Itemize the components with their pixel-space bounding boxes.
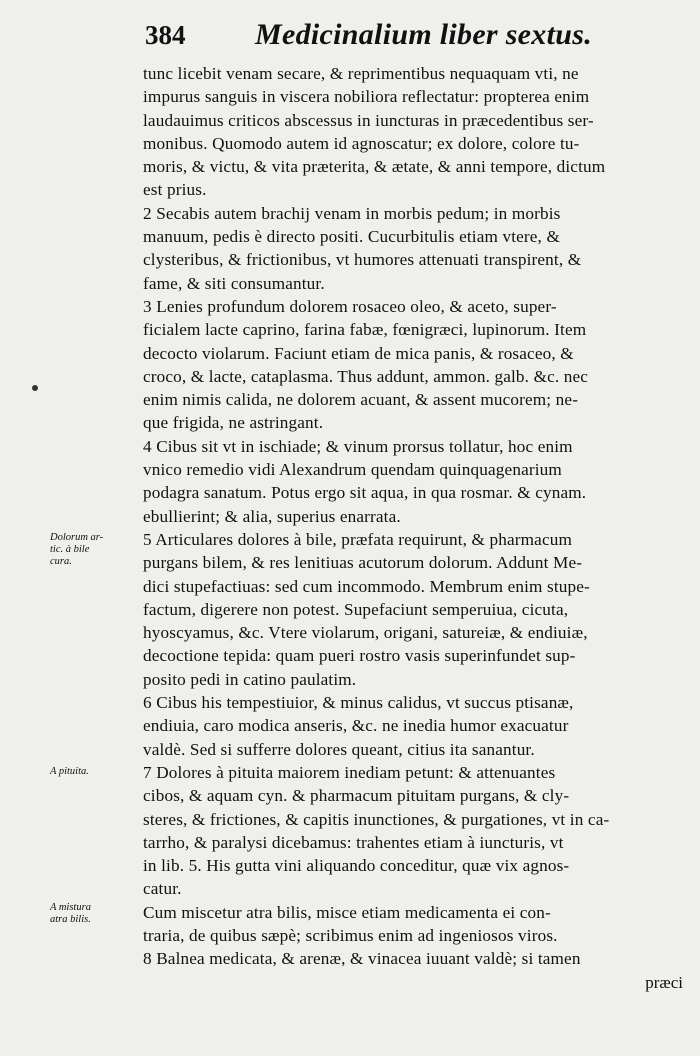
text-line: vnico remedio vidi Alexandrum quendam quinquagenarium — [143, 460, 562, 480]
text-line: posito pedi in catino paulatim. — [143, 669, 357, 689]
text-line: croco, & lacte, cataplasma. Thus addunt, ammon. galb. &c. nec — [143, 366, 589, 386]
text-line: fame, & siti consumantur. — [143, 273, 325, 293]
text-line: tarrho, & paralysi dicebamus: trahentes etiam à iuncturis, vt — [143, 832, 564, 852]
text-line: steres, & frictiones, & capitis inunctiones, & purgationes, vt in ca- — [143, 809, 610, 829]
running-title: Medicinalium liber sextus. — [255, 18, 592, 51]
catchword: præci — [645, 972, 683, 992]
page-number: 384 — [145, 20, 186, 50]
margin-note-pituita — [50, 766, 140, 778]
text-line: enim nimis calida, ne dolorem acuant, & assent mucorem; ne- — [143, 390, 579, 410]
text-line: monibus. Quomodo autem id agnoscatur; ex dolore, colore tu- — [143, 133, 580, 153]
text-line: ebullierint; & alia, superius enarrata. — [143, 506, 401, 526]
text-line: laudauimus criticos abscessus in iuncturas in præcedentibus ser- — [143, 110, 594, 130]
text-line: decoctione tepida: quam pueri rostro vasis superinfundet sup- — [143, 646, 576, 666]
text-line: podagra sanatum. Potus ergo sit aqua, in qua rosmar. & cynam. — [143, 483, 587, 503]
body-text — [143, 62, 683, 995]
text-line: ficialem lacte caprino, farina fabæ, fœnigræci, lupinorum. Item — [143, 320, 587, 340]
text-line: 8 Balnea medicata, & arenæ, & vinacea iuuant valdè; si tamen — [143, 949, 581, 969]
text-line: cibos, & aquam cyn. & pharmacum pituitam purgans, & cly- — [143, 786, 570, 806]
text-line: moris, & victu, & vita præterita, & ætate, & anni tempore, dictum — [143, 157, 606, 177]
text-line: 4 Cibus sit vt in ischiade; & vinum prorsus tollatur, hoc enim — [143, 436, 573, 456]
page-header — [145, 18, 690, 60]
text-line: purgans bilem, & res lenitiuas acutorum dolorum. Addunt Me- — [143, 553, 583, 573]
text-line: in lib. 5. His gutta vini aliquando conceditur, quæ vix agnos- — [143, 856, 570, 876]
text-line: valdè. Sed si sufferre dolores queant, citius ita sanantur. — [143, 739, 535, 759]
text-line: est prius. — [143, 180, 207, 200]
text-line: clysteribus, & frictionibus, vt humores attenuati transpirent, & — [143, 250, 582, 270]
margin-note-text: A mistura atra bilis. — [50, 902, 91, 925]
text-line: hyoscyamus, &c. Vtere violarum, origani, satureiæ, & endiuiæ, — [143, 623, 588, 643]
margin-note-text: A pituita. — [50, 766, 89, 777]
text-line: traria, de quibus sæpè; scribimus enim ad ingeniosos viros. — [143, 925, 558, 945]
ink-spot — [32, 385, 38, 391]
text-line: 3 Lenies profundum dolorem rosaceo oleo, & aceto, super- — [143, 296, 557, 316]
text-line: factum, digerere non potest. Supefaciunt semperuiua, cicuta, — [143, 599, 569, 619]
text-line: impurus sanguis in viscera nobiliora reflectatur: propterea enim — [143, 87, 590, 107]
text-line: catur. — [143, 879, 182, 899]
margin-note-atra-bilis — [50, 902, 140, 926]
text-line: dici stupefactiuas: sed cum incommodo. Membrum enim stupe- — [143, 576, 590, 596]
text-line: tunc licebit venam secare, & reprimentibus nequaquam vti, ne — [143, 64, 579, 83]
text-line: endiuia, caro modica anseris, &c. ne inedia humor exacuatur — [143, 716, 569, 736]
margin-note-text: Dolorum ar- tic. à bile cura. — [50, 532, 104, 567]
text-line: 7 Dolores à pituita maiorem inediam petunt: & attenuantes — [143, 762, 556, 782]
margin-note-bile — [50, 532, 140, 568]
text-line: 6 Cibus his tempestiuior, & minus calidus, vt succus ptisanæ, — [143, 693, 574, 713]
text-line: 2 Secabis autem brachij venam in morbis pedum; in morbis — [143, 203, 561, 223]
text-line: decocto violarum. Faciunt etiam de mica panis, & rosaceo, & — [143, 343, 574, 363]
text-line: Cum miscetur atra bilis, misce etiam medicamenta ei con- — [143, 902, 551, 922]
text-line: manuum, pedis è directo positi. Cucurbitulis etiam vtere, & — [143, 227, 560, 247]
text-line: que frigida, ne astringant. — [143, 413, 324, 433]
text-line: 5 Articulares dolores à bile, præfata requirunt, & pharmacum — [143, 529, 573, 549]
